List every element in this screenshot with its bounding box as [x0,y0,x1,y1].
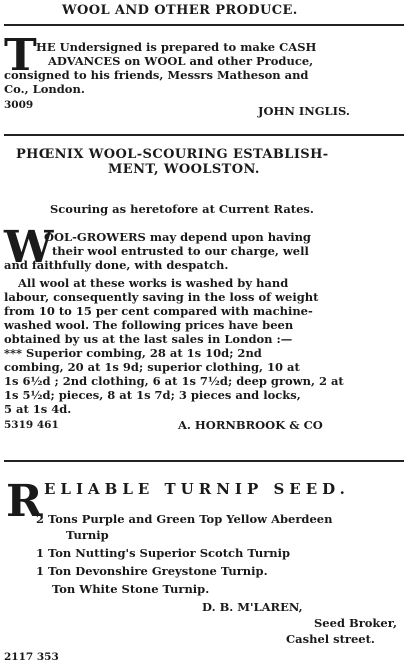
ad1-dropcap: T [4,30,37,81]
divider-2 [4,460,404,462]
ad2-line-6: from 10 to 15 per cent compared with machine- [4,304,313,318]
ad2-line-4: All wool at these works is washed by hand [18,276,289,290]
ad1-ref: 3009 [4,99,34,111]
ad2-line-9: *** Superior combing, 28 at 1s 10d; 2nd [4,346,262,360]
ad2-signature: A. HORNBROOK & CO [178,418,323,432]
ad2-subheading: Scouring as heretofore at Current Rates. [50,202,314,216]
ad3-ref: 2117 353 [4,651,59,663]
ad2-ref: 5319 461 [4,419,59,431]
ad3-heading: ELIABLE TURNIP SEED. [44,480,350,498]
ad2-heading-2: MENT, WOOLSTON. [108,162,260,177]
ad2-line-8: obtained by us at the last sales in London :— [4,332,293,346]
ad2-line-3: and faithfully done, with despatch. [4,258,229,272]
ad2-line-7: washed wool. The following prices have been [4,318,294,332]
ad2-dropcap: W [4,222,54,273]
ad3-signature-street: Cashel street. [286,632,375,646]
ad3-line-2: Turnip [66,528,109,542]
ad1-line-3: consigned to his friends, Messrs Matheson and [4,68,309,82]
ad3-signature-name: D. B. M'LAREN, [202,600,303,614]
ad2-line-1: OOL-GROWERS may depend upon having [44,230,311,244]
ad2-line-12: 1s 5½d; pieces, 8 at 1s 7d; 3 pieces and locks, [4,388,301,402]
ad3-line-3: 1 Ton Nutting's Superior Scotch Turnip [36,546,291,560]
ad1-line-1: HE Undersigned is prepared to make CASH [36,40,317,54]
ad2-line-5: labour, consequently saving in the loss of weight [4,290,319,304]
ad2-line-2: their wool entrusted to our charge, well [52,244,309,258]
divider-1 [4,134,404,136]
divider-top [4,24,404,26]
ad1-signature: JOHN INGLIS. [258,104,350,118]
ad2-line-10: combing, 20 at 1s 9d; superior clothing, 10 at [4,360,300,374]
ad2-heading-1: PHŒNIX WOOL-SCOURING ESTABLISH- [16,147,329,162]
ad1-heading: WOOL AND OTHER PRODUCE. [62,3,298,18]
ad2-line-13: 5 at 1s 4d. [4,402,72,416]
ad3-line-4: 1 Ton Devonshire Greystone Turnip. [36,564,268,578]
ad3-line-1: 2 Tons Purple and Green Top Yellow Aberdeen [36,512,333,526]
ad3-signature-title: Seed Broker, [314,616,397,630]
ad3-dropcap: R [6,476,43,527]
ad1-line-2: ADVANCES on WOOL and other Produce, [48,54,314,68]
ad1-line-4: Co., London. [4,82,85,96]
ad3-line-5: Ton White Stone Turnip. [52,582,210,596]
ad2-line-11: 1s 6½d ; 2nd clothing, 6 at 1s 7½d; deep grown, 2 at [4,374,344,388]
